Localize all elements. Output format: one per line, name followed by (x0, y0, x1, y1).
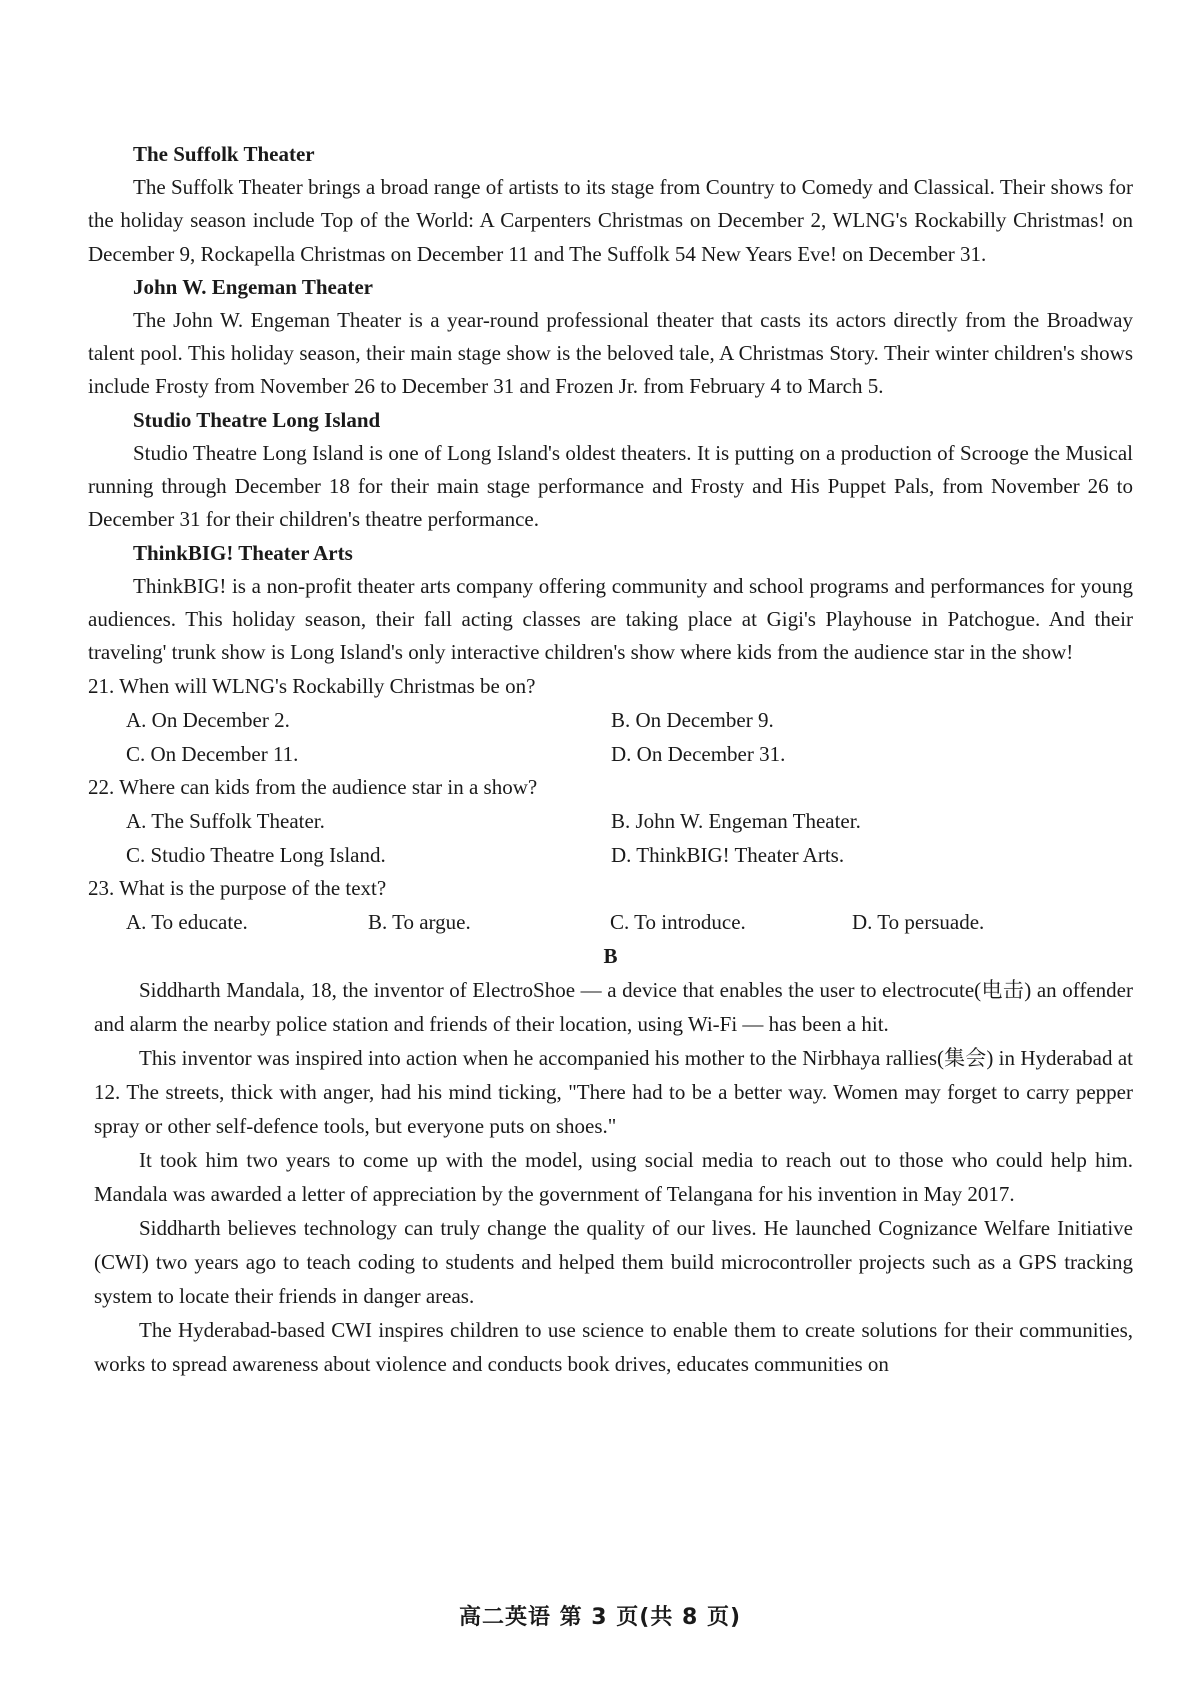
theater-section (88, 138, 1133, 271)
passage-paragraph: It took him two years to come up with the model, using social media to reach out to those who could help him. Mandala was awarded a letter of appreciation by the government of Telangana for his invention in May 2017. (94, 1147, 1133, 1206)
option-d: D. To persuade. (852, 909, 985, 934)
option-b: B. To argue. (368, 909, 471, 934)
option-c: C. To introduce. (610, 909, 746, 934)
option-row (88, 905, 1133, 939)
passage-paragraph: Siddharth believes technology can truly change the quality of our lives. He launched Cognizance Welfare Initiative (CWI) two years ago to teach coding to students and helped them build microcontroller projects such as a GPS tracking system to locate their friends in danger areas. (94, 1215, 1133, 1308)
option-row (88, 703, 1133, 737)
option-a: A. The Suffolk Theater. (126, 808, 325, 833)
question-21 (88, 670, 1133, 771)
question-stem: 21. When will WLNG's Rockabilly Christmas be on? (88, 673, 536, 698)
option-row (88, 804, 1133, 838)
passage-paragraph: Siddharth Mandala, 18, the inventor of ElectroShoe — a device that enables the user to electrocute(电击) an offender and alarm the nearby police station and friends of their location, using Wi-Fi — has been a hit. (94, 977, 1133, 1036)
theater-heading: Studio Theatre Long Island (133, 407, 381, 432)
theater-description: The Suffolk Theater brings a broad range of artists to its stage from Country to Comedy and Classical. Their shows for the holiday season include Top of the World: A Carpenters Christmas on December 2, WLNG's Rockabilly Christmas! on December 9, Rockapella Christmas on December 11 and The Suffolk 54 New Years Eve! on December 31. (88, 175, 1133, 266)
theater-heading: The Suffolk Theater (133, 142, 315, 166)
theater-description: The John W. Engeman Theater is a year-round professional theater that casts its actors directly from the Broadway talent pool. This holiday season, their main stage show is the beloved tale, A Christmas Story. Their winter children's shows include Frosty from November 26 to December 31 and Frozen Jr. from February 4 to March 5. (88, 307, 1133, 399)
theater-description: ThinkBIG! is a non-profit theater arts company offering community and school programs and performances for young audiences. This holiday season, their fall acting classes are taking place at Gigi's Playhouse in Patchogue. And their traveling' trunk show is Long Island's only interactive children's show where kids from the audience star in the show! (88, 573, 1133, 665)
option-a: A. On December 2. (126, 707, 290, 732)
document-page (88, 138, 1133, 1381)
theater-section (88, 271, 1133, 404)
option-a: A. To educate. (126, 909, 248, 934)
option-b: B. On December 9. (611, 707, 774, 732)
option-c: C. Studio Theatre Long Island. (126, 842, 386, 867)
option-d: D. On December 31. (611, 741, 786, 766)
option-row (88, 737, 1133, 771)
option-row (88, 838, 1133, 872)
page-footer: 高二英语 第 3 页(共 8 页) (458, 1605, 742, 1630)
passage-paragraph: This inventor was inspired into action when he accompanied his mother to the Nirbhaya rallies(集会) in Hyderabad at 12. The streets, thick with anger, had his mind ticking, "There had to be a better way. Women may forget to carry pepper spray or other self-defence tools, but everyone puts on shoes." (94, 1045, 1133, 1138)
theater-section (88, 537, 1133, 670)
question-22 (88, 771, 1133, 872)
passage-paragraph: The Hyderabad-based CWI inspires children to use science to enable them to create solutions for their communities, works to spread awareness about violence and conducts book drives, educates communities on (94, 1317, 1133, 1376)
theater-section (88, 404, 1133, 537)
section-b-passage (88, 973, 1133, 1381)
option-b: B. John W. Engeman Theater. (611, 808, 861, 833)
question-23 (88, 872, 1133, 939)
option-d: D. ThinkBIG! Theater Arts. (611, 842, 845, 867)
question-stem: 22. Where can kids from the audience star in a show? (88, 774, 538, 799)
theater-description: Studio Theatre Long Island is one of Long Island's oldest theaters. It is putting on a production of Scrooge the Musical running through December 18 for their main stage performance and Frosty and His Puppet Pals, from November 26 to December 31 for their children's theatre performance. (88, 440, 1133, 532)
question-stem: 23. What is the purpose of the text? (88, 875, 387, 900)
theater-heading: John W. Engeman Theater (133, 274, 373, 299)
section-b-heading: B (603, 943, 618, 968)
option-c: C. On December 11. (126, 741, 299, 766)
theater-heading: ThinkBIG! Theater Arts (133, 540, 353, 565)
